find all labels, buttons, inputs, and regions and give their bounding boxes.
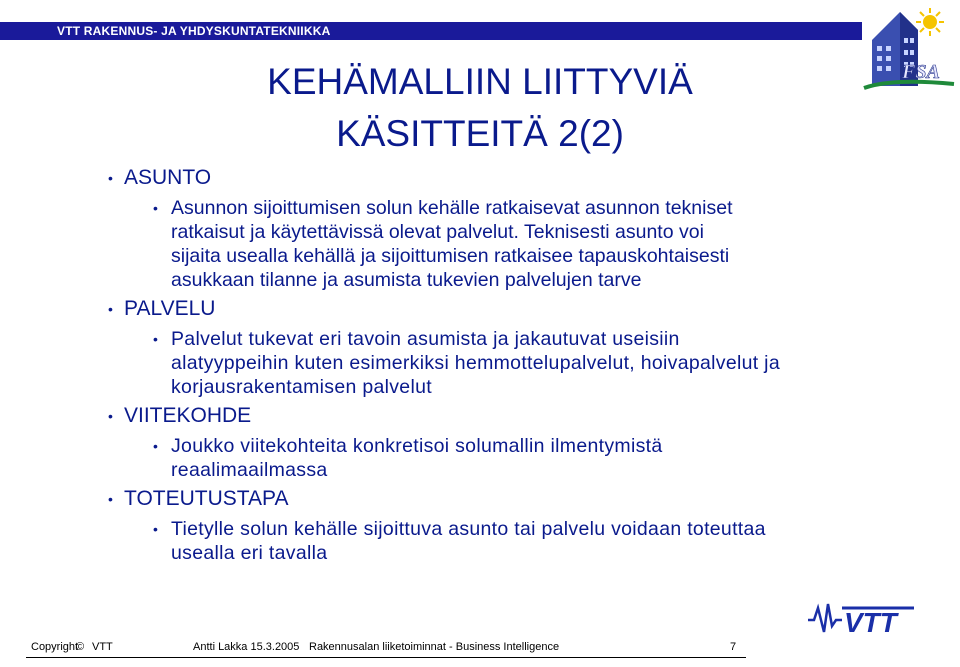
- section-body-text: [171, 327, 928, 399]
- bullet: •: [153, 438, 159, 454]
- fsa-logo-text: FSA: [902, 61, 940, 83]
- footer-divider: [26, 657, 746, 658]
- footer-author-date: Antti Lakka 15.3.2005: [193, 641, 300, 653]
- bullet: •: [108, 301, 113, 317]
- fsa-logo: [862, 0, 960, 100]
- section-heading: TOTEUTUSTAPA: [124, 487, 289, 510]
- bullet: •: [153, 521, 159, 537]
- text-line: Palvelut tukevat eri tavoin asumista ja jakautuvat useisiin: [171, 328, 680, 350]
- text-line: reaalimaailmassa: [171, 459, 328, 481]
- section-asunto: [108, 165, 928, 191]
- section-heading: ASUNTO: [124, 166, 212, 189]
- text-line: sijaita usealla kehällä ja sijoittumisen ratkaisee tapauskohtaisesti: [171, 245, 730, 267]
- footer-copyright-owner: VTT: [92, 641, 113, 653]
- text-line: Asunnon sijoittumisen solun kehälle ratkaisevat asunnon tekniset: [171, 197, 733, 219]
- footer-copyright: Copyright: [31, 641, 79, 653]
- text-line: ratkaisut ja käytettävissä olevat palvelut. Teknisesti asunto voi: [171, 221, 704, 243]
- text-line: alatyyppeihin kuten esimerkiksi hemmottelupalvelut, hoivapalvelut ja: [171, 352, 780, 374]
- slide-title-line-2: KÄSITTEITÄ 2(2): [336, 113, 624, 154]
- section-body-text: [171, 196, 928, 292]
- footer: [0, 638, 960, 656]
- text-line: asukkaan tilanne ja asumista tukevien palvelujen tarve: [171, 269, 642, 291]
- vtt-logo: [806, 598, 918, 638]
- vtt-logo-text: VTT: [844, 607, 897, 638]
- text-line: Tietylle solun kehälle sijoittuva asunto tai palvelu voidaan toteuttaa: [171, 518, 766, 540]
- footer-subject: Rakennusalan liiketoiminnat - Business Intelligence: [309, 641, 560, 653]
- section-body-text: [171, 517, 928, 565]
- bullet: •: [153, 331, 159, 347]
- header-bar: [0, 22, 862, 40]
- text-line: korjausrakentamisen palvelut: [171, 376, 432, 398]
- section-palvelu-body: [153, 327, 928, 399]
- bullet: •: [108, 408, 113, 424]
- section-heading: PALVELU: [124, 297, 216, 320]
- section-toteutustapa: [108, 486, 928, 512]
- copyright-icon: ©: [76, 641, 85, 653]
- slide-title: [150, 56, 810, 160]
- section-viitekohde-body: [153, 434, 928, 482]
- sun-icon: [916, 8, 944, 36]
- bullet: •: [108, 170, 113, 186]
- section-body-text: [171, 434, 928, 482]
- bullet: •: [108, 491, 113, 507]
- section-heading: VIITEKOHDE: [124, 404, 252, 427]
- section-viitekohde: [108, 403, 928, 429]
- header-org-name: VTT RAKENNUS- JA YHDYSKUNTATEKNIIKKA: [57, 24, 331, 38]
- footer-page-number: 7: [730, 641, 737, 653]
- text-line: Joukko viitekohteita konkretisoi solumallin ilmentymistä: [171, 435, 663, 457]
- wave-icon: [808, 604, 842, 632]
- text-line: usealla eri tavalla: [171, 542, 328, 564]
- section-palvelu: [108, 296, 928, 322]
- section-toteutustapa-body: [153, 517, 928, 565]
- bullet: •: [153, 200, 158, 216]
- section-asunto-body: [153, 196, 928, 292]
- slide-title-line-1: KEHÄMALLIIN LIITTYVIÄ: [267, 61, 693, 102]
- slide-content: [108, 161, 928, 569]
